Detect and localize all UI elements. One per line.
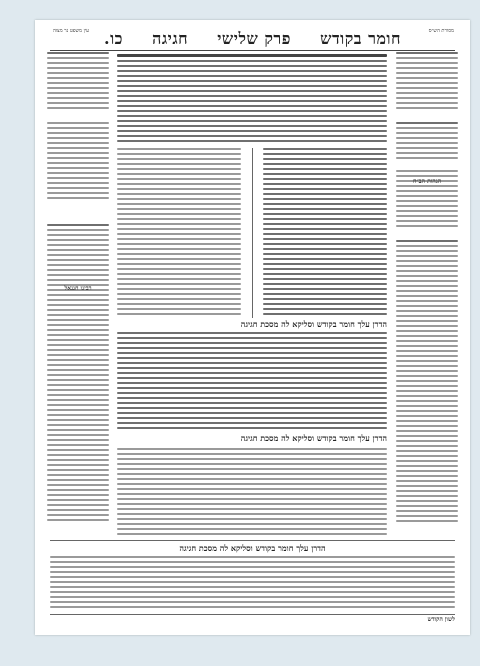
bottom-heading: הדרן עלך חומר בקודש וסליקא לה מסכת חגיגה — [179, 543, 326, 553]
talmud-page — [35, 20, 470, 635]
footnotes-block — [50, 556, 455, 614]
page-header — [50, 26, 455, 51]
bottom-label: לשון הקודש — [427, 616, 455, 623]
header-tractate: חגיגה — [152, 29, 189, 48]
ein-mishpat-note: עין משפט נר מצוה — [52, 28, 89, 34]
column-divider — [252, 148, 253, 318]
header-chapter-title: חומר בקודש — [320, 29, 401, 48]
tosafot-column — [117, 148, 241, 318]
bottom-bar — [50, 614, 455, 625]
rabbeinu-chananel-label: רבינו חננאל — [64, 285, 92, 292]
header-chapter-number: פרק שלישי — [217, 29, 291, 48]
mid-heading-1: הדרן עלך חומר בקודש וסליקא לה מסכת חגיגה — [240, 319, 387, 329]
gemara-upper-block — [117, 54, 387, 144]
rashi-column — [263, 148, 387, 318]
mid-heading-2: הדרן עלך חומר בקודש וסליקא לה מסכת חגיגה — [240, 433, 387, 443]
right-margin-column — [396, 52, 458, 522]
hagahot-label: הגהות הב״ח — [412, 178, 442, 185]
masoret-hashas-note: מסורת הש״ס — [428, 28, 454, 34]
header-folio: כו. — [104, 29, 123, 48]
gemara-lower-block — [117, 332, 387, 432]
lower-separator — [50, 540, 455, 541]
lower-commentary-block — [117, 448, 387, 538]
